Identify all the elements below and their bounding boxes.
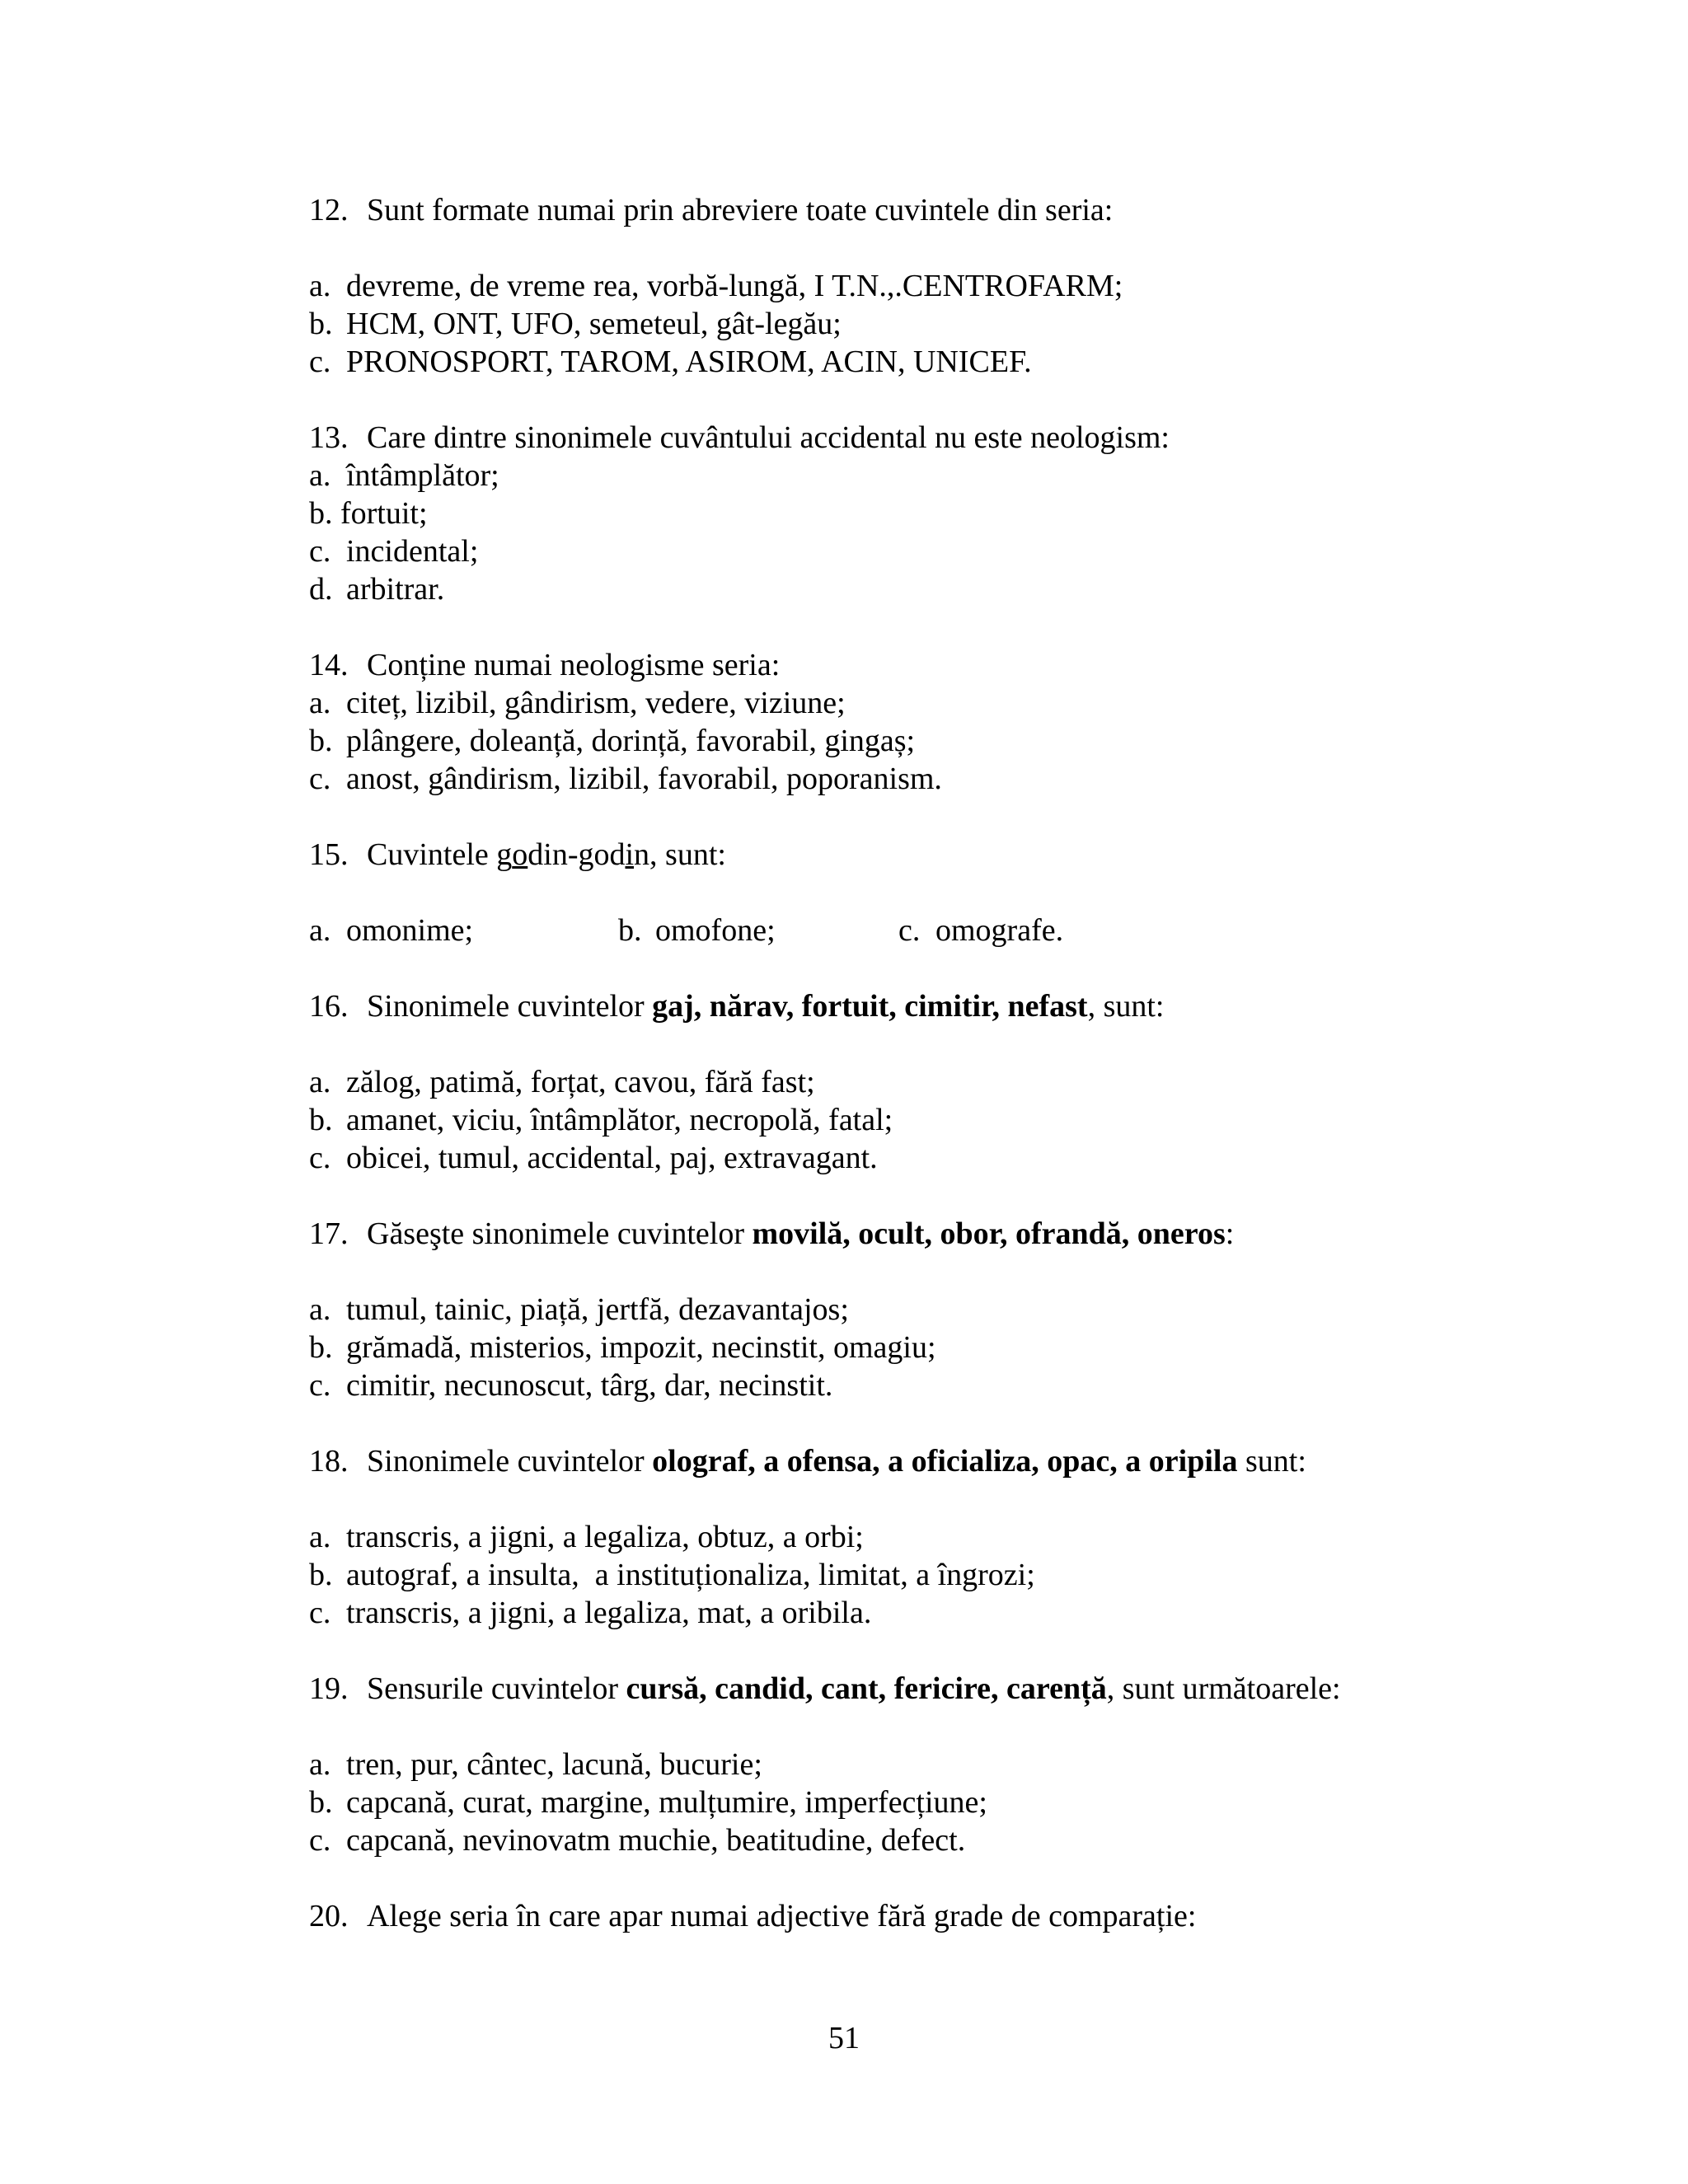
- option-letter: c.: [309, 1141, 331, 1175]
- option-letter: b.: [309, 307, 333, 341]
- question-text: Alege seria în care apar numai adjective fără grade de comparație:: [367, 1899, 1197, 1933]
- q15-option-b: [618, 912, 898, 949]
- option-letter: b.: [309, 724, 333, 758]
- q17-option-b: [309, 1329, 1504, 1366]
- question-number: 12.: [309, 193, 349, 227]
- option-letter: c.: [309, 344, 331, 379]
- question-text-pre: Sinonimele cuvintelor: [367, 989, 653, 1024]
- option-letter: b.: [309, 496, 333, 531]
- q16-option-b: [309, 1101, 1504, 1139]
- question-number: 19.: [309, 1671, 349, 1706]
- option-letter: a.: [309, 686, 331, 720]
- option-text: cimitir, necunoscut, târg, dar, necinstit.: [346, 1368, 833, 1403]
- question-number: 14.: [309, 648, 349, 682]
- question-text: Sunt formate numai prin abreviere toate cuvintele din seria:: [367, 193, 1114, 227]
- option-text: zălog, patimă, forțat, cavou, fără fast;: [346, 1065, 815, 1099]
- option-letter: c.: [309, 1596, 331, 1630]
- option-letter: b.: [309, 1330, 333, 1365]
- question-keywords: movilă, ocult, obor, ofrandă, oneros: [752, 1216, 1226, 1251]
- option-text: capcană, nevinovatm muchie, beatitudine, defect.: [346, 1823, 966, 1858]
- q15-option-a: [309, 912, 618, 949]
- q12-option-c: [309, 343, 1504, 381]
- question-19-stem: [309, 1670, 1504, 1708]
- underlined-letter: i: [625, 837, 635, 872]
- option-text: grămadă, misterios, impozit, necinstit, omagiu;: [346, 1330, 936, 1365]
- option-text: omofone;: [655, 913, 776, 948]
- question-number: 16.: [309, 989, 349, 1024]
- q17-option-a: [309, 1291, 1504, 1329]
- question-text-post: , sunt:: [1087, 989, 1165, 1024]
- question-number: 17.: [309, 1216, 349, 1251]
- option-letter: c.: [309, 1368, 331, 1403]
- q15-option-c: [898, 912, 1063, 949]
- option-letter: b.: [309, 1103, 333, 1137]
- q12-option-b: [309, 305, 1504, 343]
- option-letter: b.: [618, 913, 642, 948]
- q19-option-a: [309, 1746, 1504, 1783]
- option-text: tumul, tainic, piață, jertfă, dezavantajos;: [346, 1292, 849, 1327]
- q13-option-b: [309, 494, 1504, 532]
- q14-option-b: [309, 722, 1504, 760]
- question-17-stem: [309, 1215, 1504, 1253]
- question-text-post: , sunt următoarele:: [1106, 1671, 1341, 1706]
- question-text: Conține numai neologisme seria:: [367, 648, 781, 682]
- question-text-post: sunt:: [1237, 1444, 1306, 1479]
- option-letter: a.: [309, 1520, 331, 1554]
- option-text: tren, pur, cântec, lacună, bucurie;: [346, 1747, 762, 1782]
- option-letter: c.: [309, 762, 331, 796]
- option-letter: c.: [309, 1823, 331, 1858]
- option-text: incidental;: [346, 534, 479, 569]
- option-letter: a.: [309, 1292, 331, 1327]
- question-text-pre: Cuvintele: [367, 837, 497, 872]
- q16-option-a: [309, 1063, 1504, 1101]
- q18-option-a: [309, 1518, 1504, 1556]
- option-letter: d.: [309, 572, 333, 607]
- option-text: HCM, ONT, UFO, semeteul, gât-legău;: [346, 307, 842, 341]
- question-keywords: gaj, nărav, fortuit, cimitir, nefast: [652, 989, 1088, 1024]
- question-14-stem: [309, 646, 1504, 684]
- q14-option-c: [309, 760, 1504, 798]
- question-text-post: :: [1225, 1216, 1235, 1251]
- word-part: g: [496, 837, 513, 872]
- option-text: întâmplător;: [346, 458, 499, 493]
- question-15-stem: [309, 836, 1504, 874]
- q19-option-c: [309, 1821, 1504, 1859]
- q17-option-c: [309, 1366, 1504, 1404]
- option-text: plângere, doleanță, dorință, favorabil, gingaș;: [346, 724, 916, 758]
- option-text: PRONOSPORT, TAROM, ASIROM, ACIN, UNICEF.: [346, 344, 1032, 379]
- question-number: 20.: [309, 1899, 349, 1933]
- q15-options-row: [309, 912, 1504, 949]
- option-text: devreme, de vreme rea, vorbă-lungă, I T.N.,.CENTROFARM;: [346, 269, 1123, 303]
- option-text: omonime;: [346, 913, 474, 948]
- question-text-post: , sunt:: [649, 837, 726, 872]
- question-number: 13.: [309, 420, 349, 455]
- option-letter: a.: [309, 1065, 331, 1099]
- q19-option-b: [309, 1783, 1504, 1821]
- question-text: Care dintre sinonimele cuvântului accidental nu este neologism:: [367, 420, 1170, 455]
- page-number: 51: [828, 2021, 860, 2055]
- q18-option-c: [309, 1594, 1504, 1632]
- q13-option-d: [309, 570, 1504, 608]
- option-text: arbitrar.: [346, 572, 445, 607]
- option-text: fortuit;: [340, 496, 428, 531]
- q16-option-c: [309, 1139, 1504, 1177]
- question-number: 15.: [309, 837, 349, 872]
- option-letter: a.: [309, 458, 331, 493]
- question-keywords: olograf, a ofensa, a oficializa, opac, a oripila: [652, 1444, 1238, 1479]
- option-text: omografe.: [935, 913, 1064, 948]
- option-text: capcană, curat, margine, mulțumire, imperfecțiune;: [346, 1785, 987, 1820]
- question-12-stem: [309, 191, 1504, 229]
- question-keywords: cursă, candid, cant, fericire, carență: [626, 1671, 1107, 1706]
- option-text: transcris, a jigni, a legaliza, mat, a oribila.: [346, 1596, 872, 1630]
- question-18-stem: [309, 1442, 1504, 1480]
- option-text: transcris, a jigni, a legaliza, obtuz, a orbi;: [346, 1520, 864, 1554]
- q18-option-b: [309, 1556, 1504, 1594]
- question-number: 18.: [309, 1444, 349, 1479]
- q13-option-c: [309, 532, 1504, 570]
- question-text-pre: Sensurile cuvintelor: [367, 1671, 626, 1706]
- q12-option-a: [309, 267, 1504, 305]
- option-letter: a.: [309, 913, 331, 948]
- option-text: amanet, viciu, întâmplător, necropolă, fatal;: [346, 1103, 893, 1137]
- option-letter: c.: [898, 913, 921, 948]
- page-content: [309, 191, 1504, 1935]
- option-text: autograf, a insulta, a instituționaliza, limitat, a îngrozi;: [346, 1558, 1035, 1592]
- question-13-stem: [309, 419, 1504, 457]
- option-text: obicei, tumul, accidental, paj, extravagant.: [346, 1141, 878, 1175]
- q13-option-a: [309, 457, 1504, 494]
- word-part: din-god: [528, 837, 626, 872]
- q14-option-a: [309, 684, 1504, 722]
- question-20-stem: [309, 1897, 1504, 1935]
- option-letter: c.: [309, 534, 331, 569]
- option-text: anost, gândirism, lizibil, favorabil, poporanism.: [346, 762, 942, 796]
- question-text-pre: Sinonimele cuvintelor: [367, 1444, 653, 1479]
- question-16-stem: [309, 987, 1504, 1025]
- option-letter: a.: [309, 1747, 331, 1782]
- option-letter: b.: [309, 1785, 333, 1820]
- option-letter: b.: [309, 1558, 333, 1592]
- underlined-letter: o: [512, 837, 528, 872]
- word-part: n: [634, 837, 650, 872]
- option-text: citeț, lizibil, gândirism, vedere, viziune;: [346, 686, 846, 720]
- question-text-pre: Găseşte sinonimele cuvintelor: [367, 1216, 753, 1251]
- option-letter: a.: [309, 269, 331, 303]
